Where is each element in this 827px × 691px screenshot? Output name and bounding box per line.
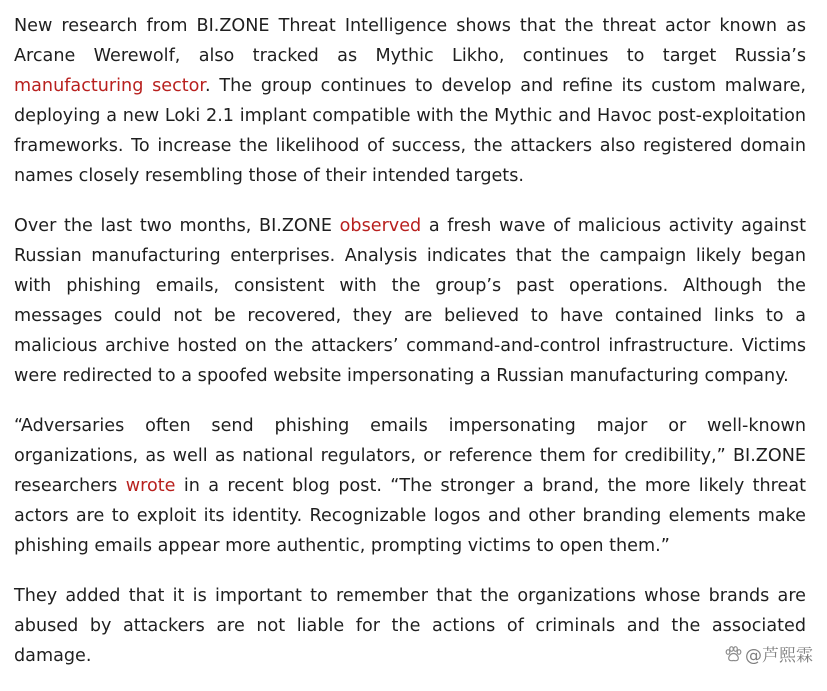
paragraph-3 [14,411,806,561]
article-body [14,11,806,691]
paragraph-1-text-a: New research from BI.ZONE Threat Intelligence shows that the threat actor known as Arcane Werewolf, also tracked as Mythic Likho, continues to target Russia’s [14,16,806,66]
paragraph-2-text-a: Over the last two months, BI.ZONE [14,216,340,236]
paw-icon [724,645,742,663]
watermark [724,641,813,666]
wrote-link[interactable]: wrote [125,476,176,496]
paragraph-2 [14,211,806,391]
paragraph-3-text-a: “Adversaries often send phishing emails impersonating major or well-known organizations, as well as national regulators, or reference them for credibility,” BI.ZONE researchers [14,416,806,496]
paragraph-1 [14,11,806,191]
manufacturing-sector-link[interactable]: manufacturing sector [14,76,206,96]
paragraph-2-text-b: a fresh wave of malicious activity against Russian manufacturing enterprises. Analysis indicates that the campaign likely began with phishing emails, consistent with the group’s past operations. Although the messages could not be recovered, they are believed to have contained links to a malicious archive hosted on the attackers’ command-and-control infrastructure. Victims were redirected to a spoofed website impersonating a Russian manufacturing company. [14,216,806,386]
paragraph-4: They added that it is important to remember that the organizations whose brands are abused by attackers are not liable for the actions of criminals and the associated damage. [14,586,806,666]
observed-link[interactable]: observed [339,216,422,236]
watermark-text: @芦熙霖 [745,646,813,666]
paragraph-1-text-b: . The group continues to develop and refine its custom malware, deploying a new Loki 2.1 implant compatible with the Mythic and Havoc post-exploitation frameworks. To increase the likelihood of success, the attackers also registered domain names closely resembling those of their intended targets. [14,76,806,186]
paragraph-3-text-b: in a recent blog post. “The stronger a brand, the more likely threat actors are to exploit its identity. Recognizable logos and other branding elements make phishing emails appear more authentic, prompting victims to open them.” [14,476,806,556]
